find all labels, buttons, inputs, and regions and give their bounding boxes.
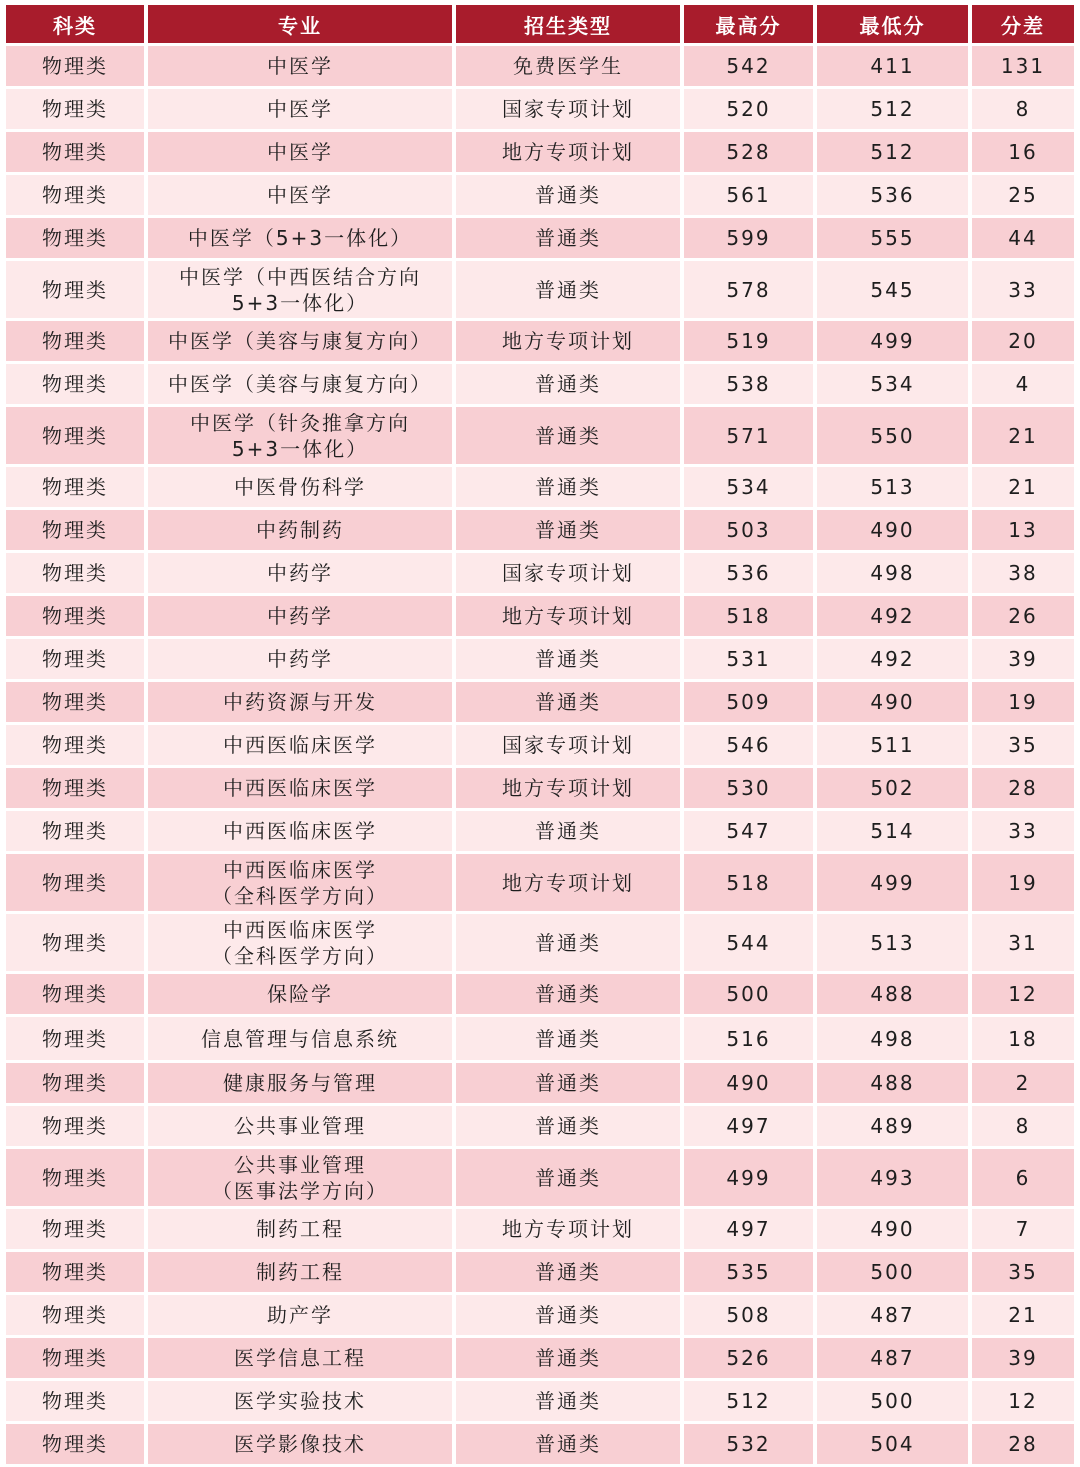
table-row bbox=[6, 1424, 1074, 1464]
cell-min-score: 513 bbox=[817, 914, 968, 971]
cell-admission-type: 普通类 bbox=[456, 175, 680, 215]
cell-major: 中医学（针灸推拿方向 5+3一体化） bbox=[148, 407, 452, 464]
cell-min-score: 498 bbox=[817, 1017, 968, 1060]
table-body bbox=[6, 46, 1074, 1464]
cell-major: 中西医临床医学 （全科医学方向） bbox=[148, 914, 452, 971]
cell-category: 物理类 bbox=[6, 914, 144, 971]
cell-category: 物理类 bbox=[6, 768, 144, 808]
cell-admission-type: 免费医学生 bbox=[456, 46, 680, 86]
cell-score-diff: 8 bbox=[972, 89, 1074, 129]
cell-score-diff: 20 bbox=[972, 321, 1074, 361]
cell-max-score: 571 bbox=[684, 407, 813, 464]
table-row bbox=[6, 854, 1074, 911]
cell-admission-type: 普通类 bbox=[456, 639, 680, 679]
cell-admission-type: 普通类 bbox=[456, 218, 680, 258]
cell-score-diff: 8 bbox=[972, 1106, 1074, 1146]
cell-max-score: 518 bbox=[684, 854, 813, 911]
cell-admission-type: 普通类 bbox=[456, 974, 680, 1014]
table-row bbox=[6, 725, 1074, 765]
header-admission-type: 招生类型 bbox=[456, 5, 680, 43]
cell-score-diff: 13 bbox=[972, 510, 1074, 550]
cell-admission-type: 普通类 bbox=[456, 364, 680, 404]
cell-min-score: 490 bbox=[817, 1209, 968, 1249]
cell-category: 物理类 bbox=[6, 1338, 144, 1378]
table-header-row bbox=[6, 5, 1074, 43]
cell-admission-type: 普通类 bbox=[456, 1149, 680, 1206]
cell-min-score: 550 bbox=[817, 407, 968, 464]
cell-admission-type: 普通类 bbox=[456, 1295, 680, 1335]
cell-admission-type: 地方专项计划 bbox=[456, 132, 680, 172]
cell-major: 公共事业管理 bbox=[148, 1106, 452, 1146]
cell-min-score: 500 bbox=[817, 1252, 968, 1292]
cell-min-score: 499 bbox=[817, 321, 968, 361]
cell-admission-type: 地方专项计划 bbox=[456, 854, 680, 911]
cell-score-diff: 18 bbox=[972, 1017, 1074, 1060]
cell-max-score: 532 bbox=[684, 1424, 813, 1464]
cell-max-score: 508 bbox=[684, 1295, 813, 1335]
cell-max-score: 499 bbox=[684, 1149, 813, 1206]
cell-max-score: 497 bbox=[684, 1209, 813, 1249]
cell-major: 中药学 bbox=[148, 596, 452, 636]
cell-admission-type: 国家专项计划 bbox=[456, 89, 680, 129]
cell-score-diff: 2 bbox=[972, 1063, 1074, 1103]
table-row bbox=[6, 1149, 1074, 1206]
cell-category: 物理类 bbox=[6, 811, 144, 851]
cell-admission-type: 地方专项计划 bbox=[456, 321, 680, 361]
cell-category: 物理类 bbox=[6, 682, 144, 722]
cell-max-score: 526 bbox=[684, 1338, 813, 1378]
table-row bbox=[6, 1381, 1074, 1421]
cell-category: 物理类 bbox=[6, 596, 144, 636]
cell-category: 物理类 bbox=[6, 1106, 144, 1146]
cell-major: 中西医临床医学 （全科医学方向） bbox=[148, 854, 452, 911]
cell-major: 中药学 bbox=[148, 553, 452, 593]
cell-category: 物理类 bbox=[6, 132, 144, 172]
cell-min-score: 490 bbox=[817, 510, 968, 550]
table-row bbox=[6, 89, 1074, 129]
cell-category: 物理类 bbox=[6, 639, 144, 679]
cell-max-score: 530 bbox=[684, 768, 813, 808]
table-row bbox=[6, 1295, 1074, 1335]
cell-min-score: 512 bbox=[817, 89, 968, 129]
cell-min-score: 502 bbox=[817, 768, 968, 808]
cell-max-score: 534 bbox=[684, 467, 813, 507]
cell-min-score: 511 bbox=[817, 725, 968, 765]
cell-admission-type: 普通类 bbox=[456, 467, 680, 507]
cell-admission-type: 普通类 bbox=[456, 510, 680, 550]
cell-category: 物理类 bbox=[6, 467, 144, 507]
cell-admission-type: 普通类 bbox=[456, 407, 680, 464]
table-row bbox=[6, 218, 1074, 258]
cell-category: 物理类 bbox=[6, 1209, 144, 1249]
cell-min-score: 545 bbox=[817, 261, 968, 318]
cell-score-diff: 31 bbox=[972, 914, 1074, 971]
cell-major: 中医学（5+3一体化） bbox=[148, 218, 452, 258]
table-row bbox=[6, 467, 1074, 507]
cell-major: 中医学（中西医结合方向 5+3一体化） bbox=[148, 261, 452, 318]
cell-major: 中药学 bbox=[148, 639, 452, 679]
cell-max-score: 503 bbox=[684, 510, 813, 550]
table-row bbox=[6, 1338, 1074, 1378]
cell-min-score: 536 bbox=[817, 175, 968, 215]
cell-category: 物理类 bbox=[6, 1252, 144, 1292]
cell-min-score: 499 bbox=[817, 854, 968, 911]
cell-max-score: 509 bbox=[684, 682, 813, 722]
cell-major: 中药制药 bbox=[148, 510, 452, 550]
cell-max-score: 497 bbox=[684, 1106, 813, 1146]
cell-major: 中医学 bbox=[148, 175, 452, 215]
cell-major: 医学信息工程 bbox=[148, 1338, 452, 1378]
cell-max-score: 578 bbox=[684, 261, 813, 318]
cell-max-score: 500 bbox=[684, 974, 813, 1014]
table-row bbox=[6, 510, 1074, 550]
cell-category: 物理类 bbox=[6, 1295, 144, 1335]
cell-max-score: 542 bbox=[684, 46, 813, 86]
cell-category: 物理类 bbox=[6, 46, 144, 86]
cell-max-score: 538 bbox=[684, 364, 813, 404]
header-score-diff: 分差 bbox=[972, 5, 1074, 43]
cell-major: 医学实验技术 bbox=[148, 1381, 452, 1421]
cell-score-diff: 35 bbox=[972, 1252, 1074, 1292]
cell-admission-type: 普通类 bbox=[456, 682, 680, 722]
cell-major: 制药工程 bbox=[148, 1209, 452, 1249]
cell-score-diff: 21 bbox=[972, 407, 1074, 464]
cell-major: 制药工程 bbox=[148, 1252, 452, 1292]
cell-min-score: 411 bbox=[817, 46, 968, 86]
cell-min-score: 487 bbox=[817, 1295, 968, 1335]
cell-min-score: 489 bbox=[817, 1106, 968, 1146]
cell-major: 助产学 bbox=[148, 1295, 452, 1335]
header-max-score: 最高分 bbox=[684, 5, 813, 43]
cell-score-diff: 25 bbox=[972, 175, 1074, 215]
cell-major: 中西医临床医学 bbox=[148, 768, 452, 808]
cell-admission-type: 地方专项计划 bbox=[456, 596, 680, 636]
cell-min-score: 513 bbox=[817, 467, 968, 507]
cell-max-score: 528 bbox=[684, 132, 813, 172]
cell-admission-type: 普通类 bbox=[456, 1381, 680, 1421]
cell-score-diff: 7 bbox=[972, 1209, 1074, 1249]
cell-score-diff: 38 bbox=[972, 553, 1074, 593]
cell-admission-type: 普通类 bbox=[456, 1063, 680, 1103]
cell-score-diff: 39 bbox=[972, 639, 1074, 679]
cell-score-diff: 19 bbox=[972, 682, 1074, 722]
cell-category: 物理类 bbox=[6, 407, 144, 464]
table-row bbox=[6, 132, 1074, 172]
table-row bbox=[6, 1063, 1074, 1103]
cell-max-score: 599 bbox=[684, 218, 813, 258]
cell-max-score: 531 bbox=[684, 639, 813, 679]
cell-max-score: 512 bbox=[684, 1381, 813, 1421]
cell-major: 中医学（美容与康复方向） bbox=[148, 321, 452, 361]
cell-max-score: 519 bbox=[684, 321, 813, 361]
cell-admission-type: 普通类 bbox=[456, 811, 680, 851]
table-row bbox=[6, 1209, 1074, 1249]
cell-max-score: 561 bbox=[684, 175, 813, 215]
cell-admission-type: 普通类 bbox=[456, 261, 680, 318]
header-major: 专业 bbox=[148, 5, 452, 43]
table-row bbox=[6, 407, 1074, 464]
cell-major: 中医学 bbox=[148, 132, 452, 172]
cell-major: 公共事业管理 （医事法学方向） bbox=[148, 1149, 452, 1206]
cell-min-score: 512 bbox=[817, 132, 968, 172]
cell-min-score: 498 bbox=[817, 553, 968, 593]
cell-admission-type: 普通类 bbox=[456, 1106, 680, 1146]
cell-major: 中医学 bbox=[148, 89, 452, 129]
cell-min-score: 487 bbox=[817, 1338, 968, 1378]
cell-score-diff: 16 bbox=[972, 132, 1074, 172]
cell-major: 信息管理与信息系统 bbox=[148, 1017, 452, 1060]
table-row bbox=[6, 768, 1074, 808]
cell-score-diff: 26 bbox=[972, 596, 1074, 636]
cell-score-diff: 33 bbox=[972, 261, 1074, 318]
cell-admission-type: 普通类 bbox=[456, 1252, 680, 1292]
cell-admission-type: 普通类 bbox=[456, 1017, 680, 1060]
cell-min-score: 493 bbox=[817, 1149, 968, 1206]
cell-min-score: 488 bbox=[817, 974, 968, 1014]
cell-min-score: 488 bbox=[817, 1063, 968, 1103]
cell-max-score: 518 bbox=[684, 596, 813, 636]
cell-max-score: 516 bbox=[684, 1017, 813, 1060]
cell-major: 健康服务与管理 bbox=[148, 1063, 452, 1103]
cell-min-score: 555 bbox=[817, 218, 968, 258]
cell-admission-type: 普通类 bbox=[456, 1338, 680, 1378]
header-category: 科类 bbox=[6, 5, 144, 43]
table-row bbox=[6, 682, 1074, 722]
cell-major: 中医学 bbox=[148, 46, 452, 86]
cell-min-score: 500 bbox=[817, 1381, 968, 1421]
cell-major: 中医骨伤科学 bbox=[148, 467, 452, 507]
table-row bbox=[6, 1252, 1074, 1292]
cell-category: 物理类 bbox=[6, 261, 144, 318]
table-row bbox=[6, 914, 1074, 971]
table-row bbox=[6, 974, 1074, 1014]
cell-major: 中医学（美容与康复方向） bbox=[148, 364, 452, 404]
cell-min-score: 492 bbox=[817, 639, 968, 679]
table-row bbox=[6, 639, 1074, 679]
cell-category: 物理类 bbox=[6, 510, 144, 550]
cell-major: 医学影像技术 bbox=[148, 1424, 452, 1464]
cell-max-score: 490 bbox=[684, 1063, 813, 1103]
cell-min-score: 492 bbox=[817, 596, 968, 636]
cell-category: 物理类 bbox=[6, 1381, 144, 1421]
cell-category: 物理类 bbox=[6, 89, 144, 129]
cell-min-score: 514 bbox=[817, 811, 968, 851]
cell-max-score: 544 bbox=[684, 914, 813, 971]
cell-admission-type: 普通类 bbox=[456, 1424, 680, 1464]
table-row bbox=[6, 364, 1074, 404]
cell-score-diff: 33 bbox=[972, 811, 1074, 851]
cell-category: 物理类 bbox=[6, 1063, 144, 1103]
cell-category: 物理类 bbox=[6, 218, 144, 258]
cell-category: 物理类 bbox=[6, 321, 144, 361]
table-row bbox=[6, 321, 1074, 361]
cell-score-diff: 19 bbox=[972, 854, 1074, 911]
table-row bbox=[6, 175, 1074, 215]
table-row bbox=[6, 46, 1074, 86]
cell-max-score: 520 bbox=[684, 89, 813, 129]
table-row bbox=[6, 553, 1074, 593]
cell-score-diff: 21 bbox=[972, 1295, 1074, 1335]
cell-score-diff: 6 bbox=[972, 1149, 1074, 1206]
cell-score-diff: 12 bbox=[972, 974, 1074, 1014]
cell-admission-type: 普通类 bbox=[456, 914, 680, 971]
table-row bbox=[6, 596, 1074, 636]
cell-category: 物理类 bbox=[6, 725, 144, 765]
cell-score-diff: 28 bbox=[972, 1424, 1074, 1464]
cell-category: 物理类 bbox=[6, 1149, 144, 1206]
cell-max-score: 546 bbox=[684, 725, 813, 765]
score-table bbox=[2, 2, 1078, 1467]
cell-major: 中西医临床医学 bbox=[148, 725, 452, 765]
cell-category: 物理类 bbox=[6, 1424, 144, 1464]
cell-max-score: 547 bbox=[684, 811, 813, 851]
cell-score-diff: 28 bbox=[972, 768, 1074, 808]
cell-admission-type: 国家专项计划 bbox=[456, 725, 680, 765]
cell-score-diff: 4 bbox=[972, 364, 1074, 404]
cell-major: 中西医临床医学 bbox=[148, 811, 452, 851]
cell-score-diff: 131 bbox=[972, 46, 1074, 86]
cell-score-diff: 21 bbox=[972, 467, 1074, 507]
cell-min-score: 534 bbox=[817, 364, 968, 404]
cell-category: 物理类 bbox=[6, 364, 144, 404]
cell-major: 保险学 bbox=[148, 974, 452, 1014]
cell-admission-type: 国家专项计划 bbox=[456, 553, 680, 593]
table-row bbox=[6, 811, 1074, 851]
cell-category: 物理类 bbox=[6, 854, 144, 911]
cell-max-score: 535 bbox=[684, 1252, 813, 1292]
cell-min-score: 504 bbox=[817, 1424, 968, 1464]
cell-admission-type: 地方专项计划 bbox=[456, 768, 680, 808]
cell-min-score: 490 bbox=[817, 682, 968, 722]
cell-score-diff: 12 bbox=[972, 1381, 1074, 1421]
cell-major: 中药资源与开发 bbox=[148, 682, 452, 722]
table-row bbox=[6, 1017, 1074, 1060]
table-row bbox=[6, 261, 1074, 318]
cell-category: 物理类 bbox=[6, 553, 144, 593]
cell-category: 物理类 bbox=[6, 175, 144, 215]
cell-max-score: 536 bbox=[684, 553, 813, 593]
cell-admission-type: 地方专项计划 bbox=[456, 1209, 680, 1249]
cell-score-diff: 35 bbox=[972, 725, 1074, 765]
header-min-score: 最低分 bbox=[817, 5, 968, 43]
cell-score-diff: 44 bbox=[972, 218, 1074, 258]
table-row bbox=[6, 1106, 1074, 1146]
cell-score-diff: 39 bbox=[972, 1338, 1074, 1378]
cell-category: 物理类 bbox=[6, 1017, 144, 1060]
cell-category: 物理类 bbox=[6, 974, 144, 1014]
